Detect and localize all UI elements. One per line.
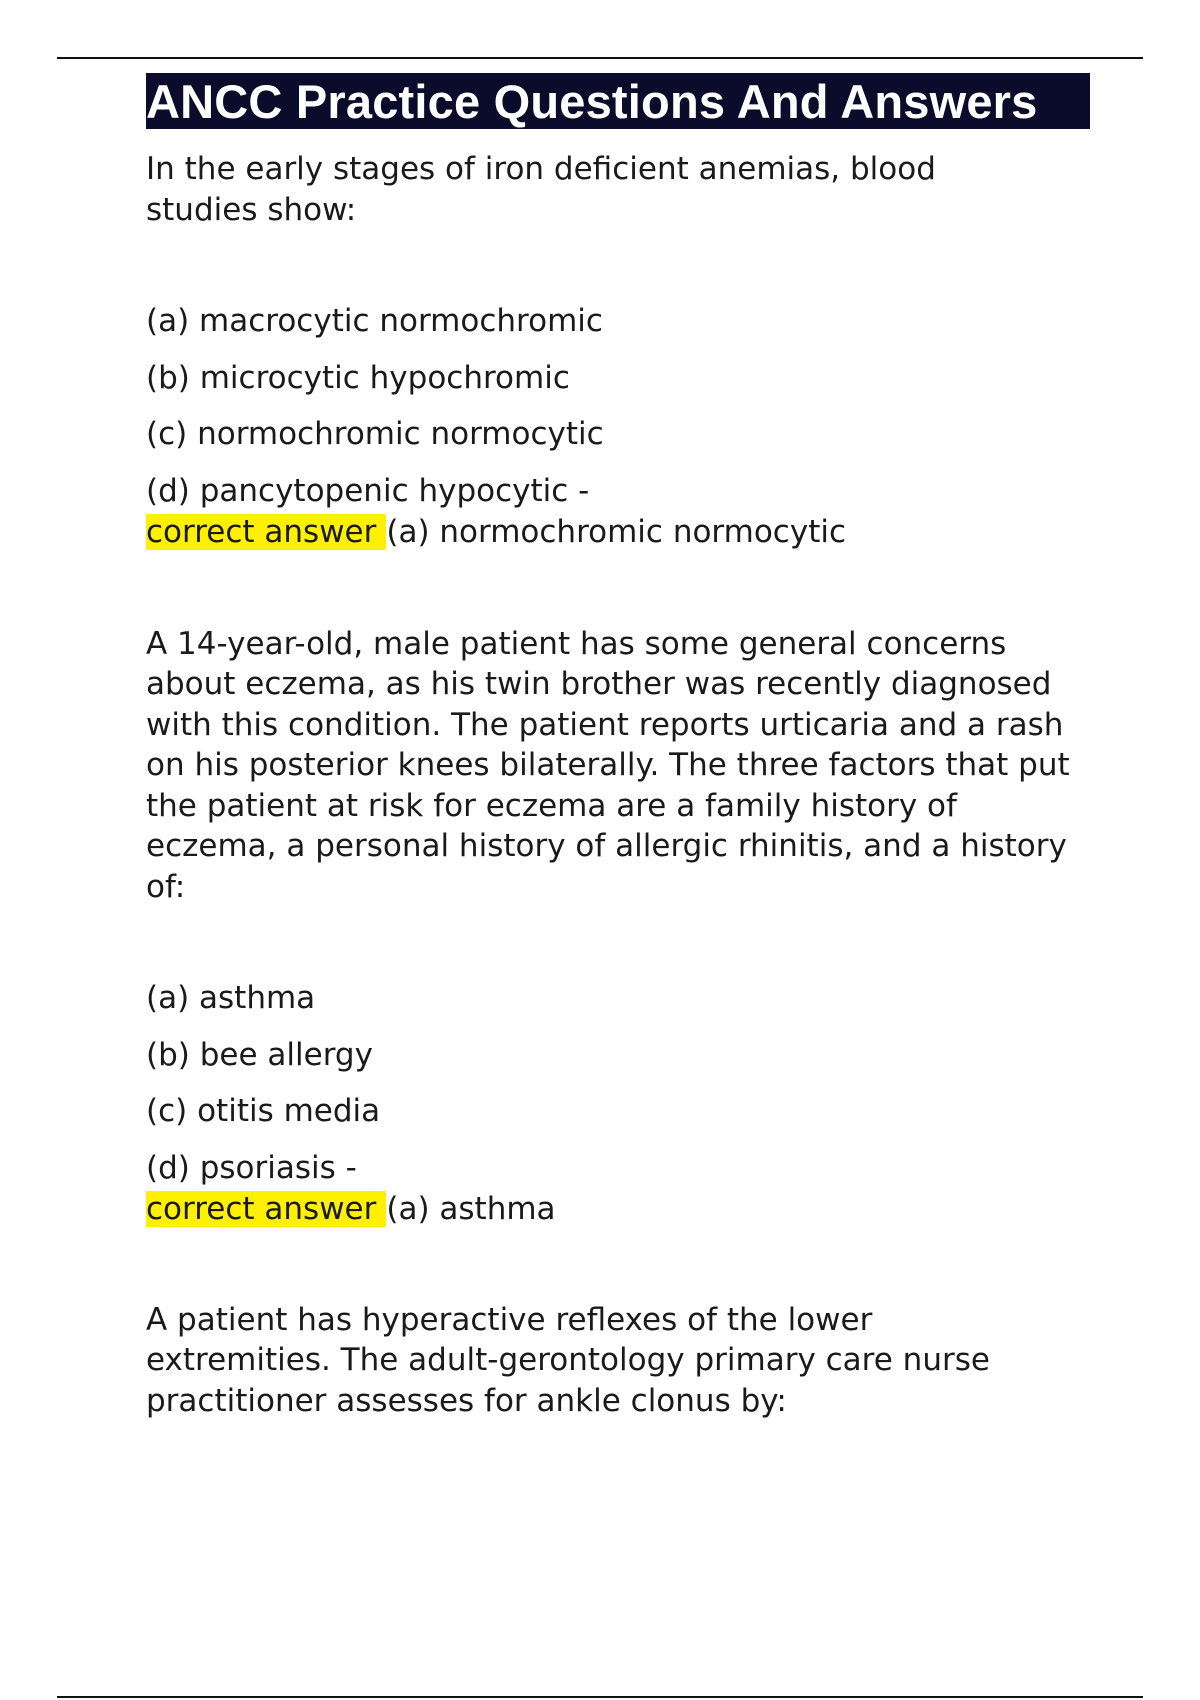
- question-block-2: [146, 624, 1090, 1229]
- option-item: (b) microcytic hypochromic: [146, 359, 570, 396]
- option-list: [146, 301, 1090, 511]
- top-rule: [57, 57, 1143, 59]
- question-text: A patient has hyperactive reflexes of the lower extremities. The adult-gerontology primary care nurse practitioner assesses for ankle clonus by:: [146, 1301, 990, 1419]
- option-item: (c) otitis media: [146, 1093, 381, 1129]
- correct-answer-highlight: correct answer: [146, 1191, 386, 1227]
- option-item: (c) normochromic normocytic: [146, 416, 604, 452]
- answer-line: [146, 1189, 1090, 1229]
- page-content: [146, 73, 1090, 1421]
- question-text: In the early stages of iron deficient anemias, blood studies show:: [146, 151, 936, 228]
- option-item: (a) asthma: [146, 980, 316, 1016]
- option-item: (d) psoriasis -: [146, 1149, 357, 1186]
- bottom-rule: [57, 1696, 1143, 1698]
- answer-value: (a) asthma: [386, 1190, 556, 1227]
- answer-value: (a) normochromic normocytic: [386, 513, 847, 550]
- question-block-3: [146, 1300, 1090, 1422]
- option-item: (a) macrocytic normochromic: [146, 303, 603, 339]
- option-item: (d) pancytopenic hypocytic -: [146, 472, 590, 509]
- option-list: [146, 978, 1090, 1188]
- document-title-bar: [146, 73, 1090, 129]
- option-item: (b) bee allergy: [146, 1036, 373, 1073]
- correct-answer-highlight: correct answer: [146, 514, 386, 550]
- document-title: ANCC Practice Questions And Answers: [146, 74, 1038, 128]
- question-block-1: [146, 149, 1090, 552]
- answer-line: [146, 512, 1090, 552]
- question-text: A 14-year-old, male patient has some general concerns about eczema, as his twin brother was recently diagnosed with this condition. The patient reports urticaria and a rash on his posterior knees bilaterally. The three factors that put the patient at risk for eczema are a family history of eczema, a personal history of allergic rhinitis, and a history of:: [146, 625, 1070, 905]
